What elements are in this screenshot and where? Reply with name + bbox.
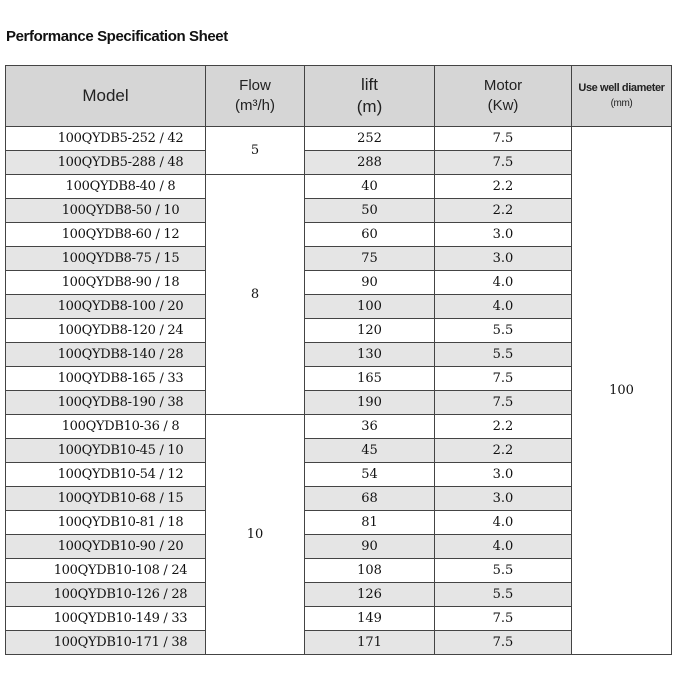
header-lift-label: lift [361, 75, 378, 94]
header-well-diameter [572, 66, 672, 127]
motor-cell: 3.0 [435, 463, 572, 487]
model-cell: 100QYDB8-50 / 10 [6, 199, 206, 223]
model-cell: 100QYDB8-100 / 20 [6, 295, 206, 319]
model-cell: 100QYDB10-68 / 15 [6, 487, 206, 511]
model-cell: 100QYDB10-90 / 20 [6, 535, 206, 559]
model-cell: 100QYDB10-108 / 24 [6, 559, 206, 583]
motor-cell: 7.5 [435, 607, 572, 631]
header-lift-unit: (m) [356, 97, 383, 116]
motor-cell: 7.5 [435, 631, 572, 655]
model-cell: 100QYDB10-45 / 10 [6, 439, 206, 463]
motor-cell: 7.5 [435, 151, 572, 175]
motor-cell: 7.5 [435, 391, 572, 415]
lift-cell: 100 [305, 295, 435, 319]
header-motor-label: Motor [483, 77, 523, 94]
model-cell: 100QYDB10-126 / 28 [6, 583, 206, 607]
model-cell: 100QYDB8-190 / 38 [6, 391, 206, 415]
motor-cell: 2.2 [435, 175, 572, 199]
model-cell: 100QYDB10-149 / 33 [6, 607, 206, 631]
lift-cell: 120 [305, 319, 435, 343]
header-model [6, 66, 206, 127]
lift-cell: 149 [305, 607, 435, 631]
flow-cell: 5 [206, 127, 305, 175]
model-cell: 100QYDB5-288 / 48 [6, 151, 206, 175]
flow-cell: 8 [206, 175, 305, 415]
flow-cell: 10 [206, 415, 305, 655]
motor-cell: 2.2 [435, 415, 572, 439]
model-cell: 100QYDB8-120 / 24 [6, 319, 206, 343]
header-flow [206, 66, 305, 127]
header-well-label: Use well diameter [578, 82, 665, 94]
lift-cell: 90 [305, 271, 435, 295]
lift-cell: 68 [305, 487, 435, 511]
motor-cell: 7.5 [435, 127, 572, 151]
header-lift [305, 66, 435, 127]
header-row [6, 66, 672, 127]
motor-cell: 2.2 [435, 439, 572, 463]
lift-cell: 252 [305, 127, 435, 151]
lift-cell: 130 [305, 343, 435, 367]
well-diameter-cell: 100 [572, 127, 672, 655]
header-flow-unit: (m³/h) [235, 97, 275, 114]
model-cell: 100QYDB10-36 / 8 [6, 415, 206, 439]
model-cell: 100QYDB8-75 / 15 [6, 247, 206, 271]
motor-cell: 3.0 [435, 247, 572, 271]
lift-cell: 288 [305, 151, 435, 175]
motor-cell: 4.0 [435, 511, 572, 535]
lift-cell: 54 [305, 463, 435, 487]
table-body [6, 127, 672, 655]
lift-cell: 45 [305, 439, 435, 463]
header-model-label: Model [82, 86, 129, 105]
model-cell: 100QYDB8-165 / 33 [6, 367, 206, 391]
lift-cell: 171 [305, 631, 435, 655]
page-title: Performance Specification Sheet [6, 28, 228, 45]
lift-cell: 50 [305, 199, 435, 223]
motor-cell: 5.5 [435, 583, 572, 607]
motor-cell: 5.5 [435, 559, 572, 583]
motor-cell: 7.5 [435, 367, 572, 391]
header-motor-unit: (Kw) [487, 97, 519, 114]
motor-cell: 5.5 [435, 319, 572, 343]
spec-table [5, 65, 672, 655]
lift-cell: 108 [305, 559, 435, 583]
motor-cell: 5.5 [435, 343, 572, 367]
motor-cell: 4.0 [435, 271, 572, 295]
motor-cell: 3.0 [435, 223, 572, 247]
lift-cell: 60 [305, 223, 435, 247]
lift-cell: 190 [305, 391, 435, 415]
lift-cell: 36 [305, 415, 435, 439]
lift-cell: 126 [305, 583, 435, 607]
model-cell: 100QYDB8-90 / 18 [6, 271, 206, 295]
motor-cell: 2.2 [435, 199, 572, 223]
motor-cell: 3.0 [435, 487, 572, 511]
motor-cell: 4.0 [435, 295, 572, 319]
model-cell: 100QYDB10-54 / 12 [6, 463, 206, 487]
header-motor [435, 66, 572, 127]
model-cell: 100QYDB8-60 / 12 [6, 223, 206, 247]
model-cell: 100QYDB10-81 / 18 [6, 511, 206, 535]
header-flow-label: Flow [239, 77, 271, 94]
lift-cell: 81 [305, 511, 435, 535]
lift-cell: 165 [305, 367, 435, 391]
model-cell: 100QYDB5-252 / 42 [6, 127, 206, 151]
lift-cell: 90 [305, 535, 435, 559]
header-well-unit: (mm) [610, 98, 633, 109]
model-cell: 100QYDB8-140 / 28 [6, 343, 206, 367]
model-cell: 100QYDB10-171 / 38 [6, 631, 206, 655]
motor-cell: 4.0 [435, 535, 572, 559]
lift-cell: 40 [305, 175, 435, 199]
table-row [6, 127, 672, 151]
model-cell: 100QYDB8-40 / 8 [6, 175, 206, 199]
lift-cell: 75 [305, 247, 435, 271]
